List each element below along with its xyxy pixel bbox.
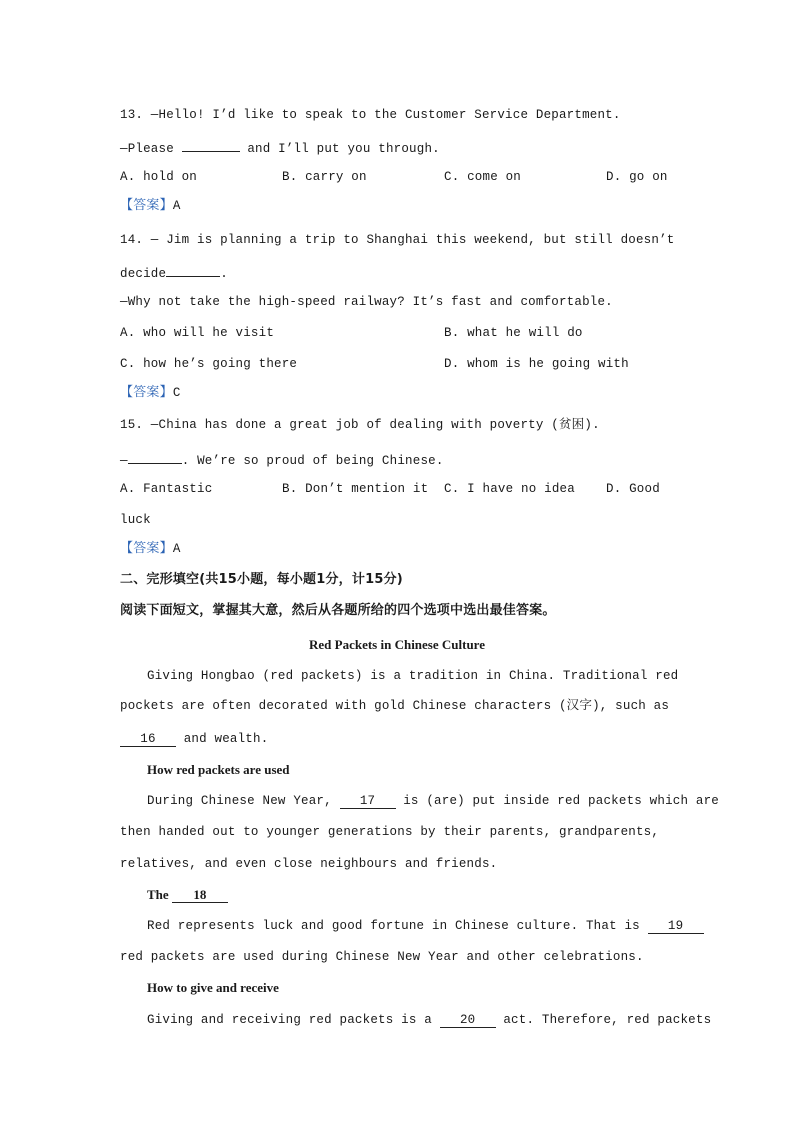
passage-heading-18: The 18 [147, 887, 228, 903]
passage-heading-usage: How red packets are used [147, 762, 290, 777]
q13-option-b: B. carry on [282, 170, 367, 184]
q15-option-a: A. Fantastic [120, 482, 213, 496]
passage-p3-line1: Red represents luck and good fortune in Chinese culture. That is 19 [147, 918, 704, 934]
q13-answer: 【答案】A [120, 198, 181, 213]
passage-p1-line3: 16 and wealth. [120, 731, 268, 747]
passage-p2-line1: During Chinese New Year, 17 is (are) put inside red packets which are [147, 794, 719, 808]
q14-option-c: C. how he’s going there [120, 357, 298, 371]
passage-p1-line1: Giving Hongbao (red packets) is a tradition in China. Traditional red [147, 669, 679, 683]
blank-16: 16 [120, 732, 176, 747]
q14-blank [166, 263, 220, 277]
q13-reply: —Please and I’ll put you through. [120, 138, 440, 157]
q14-stem-continued: decide . [120, 263, 228, 282]
q15-option-d: D. Good [606, 482, 660, 496]
passage-p3-line2: red packets are used during Chinese New Year and other celebrations. [120, 950, 644, 964]
q15-option-c: C. I have no idea [444, 482, 575, 496]
q13-option-c: C. come on [444, 170, 522, 184]
passage-title: Red Packets in Chinese Culture [309, 637, 485, 652]
passage-p2-line2: then handed out to younger generations by their parents, grandparents, [120, 825, 660, 839]
blank-19: 19 [648, 919, 704, 934]
q13-blank [182, 138, 240, 152]
q13-option-d: D. go on [606, 170, 668, 184]
q15-option-d-wrap: luck [120, 513, 151, 527]
q15-reply: — . We’re so proud of being Chinese. [120, 450, 444, 469]
q15-blank [128, 450, 182, 464]
q14-option-a: A. who will he visit [120, 326, 275, 340]
blank-20: 20 [440, 1013, 496, 1028]
q13-stem: 13. —Hello! I’d like to speak to the Customer Service Department. [120, 108, 621, 122]
q14-reply: —Why not take the high-speed railway? It’s fast and comfortable. [120, 295, 613, 309]
section-instruction: 阅读下面短文，掌握其大意，然后从各题所给的四个选项中选出最佳答案。 [120, 603, 556, 618]
passage-p4-line1: Giving and receiving red packets is a 20 act. Therefore, red packets [147, 1013, 712, 1027]
passage-p2-line3: relatives, and even close neighbours and friends. [120, 857, 498, 871]
q15-stem: 15. —China has done a great job of dealing with poverty (贫困). [120, 418, 600, 432]
passage-p1-line2: pockets are often decorated with gold Chinese characters (汉字), such as [120, 699, 670, 713]
q14-option-b: B. what he will do [444, 326, 583, 340]
blank-18: 18 [172, 888, 228, 903]
q15-option-b: B. Don’t mention it [282, 482, 429, 496]
q14-stem: 14. — Jim is planning a trip to Shanghai this weekend, but still doesn’t [120, 233, 675, 247]
q14-answer: 【答案】C [120, 385, 181, 400]
passage-heading-give: How to give and receive [147, 980, 279, 995]
q14-option-d: D. whom is he going with [444, 357, 629, 371]
section-heading: 二、完形填空(共15小题，每小题1分，计15分) [120, 572, 403, 587]
q15-answer: 【答案】A [120, 541, 181, 556]
blank-17: 17 [340, 794, 396, 809]
q13-option-a: A. hold on [120, 170, 198, 184]
